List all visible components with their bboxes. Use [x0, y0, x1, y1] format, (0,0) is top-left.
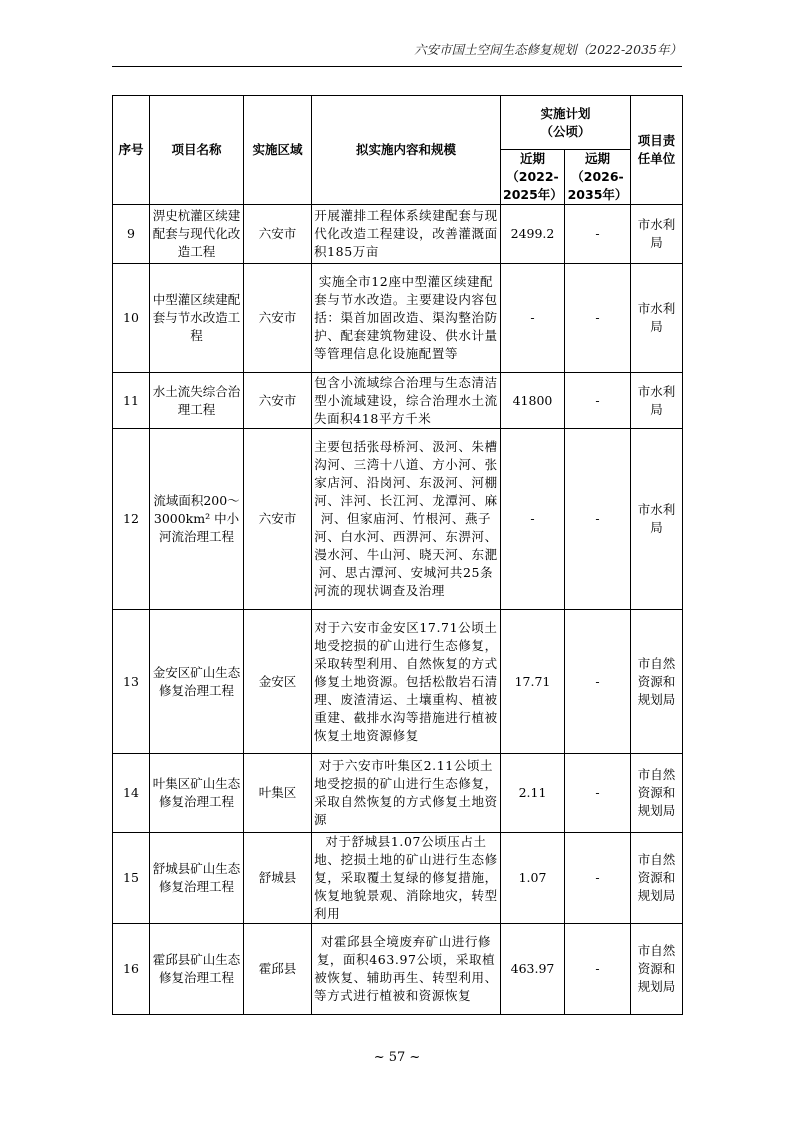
- cell-project-name: 金安区矿山生态修复治理工程: [150, 610, 244, 754]
- table-row: [113, 610, 683, 754]
- cell-area: 霍邱县: [244, 924, 312, 1015]
- cell-project-name: 叶集区矿山生态修复治理工程: [150, 754, 244, 833]
- cell-near-term: 463.97: [501, 924, 565, 1015]
- project-table: [112, 95, 683, 1015]
- cell-unit: 市水利局: [631, 373, 683, 429]
- header-unit: 项目责任单位: [631, 96, 683, 205]
- cell-near-term: -: [501, 264, 565, 373]
- cell-near-term: 17.71: [501, 610, 565, 754]
- table-row: [113, 373, 683, 429]
- cell-content: 包含小流域综合治理与生态清洁型小流域建设，综合治理水土流失面积418平方千米: [312, 373, 501, 429]
- cell-index: 11: [113, 373, 150, 429]
- table-row: [113, 924, 683, 1015]
- cell-project-name: 淠史杭灌区续建配套与现代化改造工程: [150, 205, 244, 264]
- cell-unit: 市水利局: [631, 205, 683, 264]
- cell-unit: 市水利局: [631, 264, 683, 373]
- cell-area: 六安市: [244, 205, 312, 264]
- cell-area: 金安区: [244, 610, 312, 754]
- header-project-name: 项目名称: [150, 96, 244, 205]
- cell-index: 12: [113, 429, 150, 610]
- table-row: [113, 754, 683, 833]
- cell-project-name: 中型灌区续建配套与节水改造工程: [150, 264, 244, 373]
- header-content: 拟实施内容和规模: [312, 96, 501, 205]
- table-row: [113, 429, 683, 610]
- header-long-term: 远期（2026-2035年）: [565, 150, 631, 205]
- table-row: [113, 833, 683, 924]
- cell-index: 13: [113, 610, 150, 754]
- cell-project-name: 水土流失综合治理工程: [150, 373, 244, 429]
- cell-project-name: 舒城县矿山生态修复治理工程: [150, 833, 244, 924]
- cell-index: 14: [113, 754, 150, 833]
- cell-project-name: 霍邱县矿山生态修复治理工程: [150, 924, 244, 1015]
- cell-long-term: -: [565, 373, 631, 429]
- header-area: 实施区域: [244, 96, 312, 205]
- cell-unit: 市自然资源和规划局: [631, 924, 683, 1015]
- cell-content: 对于舒城县1.07公顷压占土地、挖损土地的矿山进行生态修复，采取覆土复绿的修复措施，恢复地貌景观、消除地灾，转型利用: [312, 833, 501, 924]
- cell-content: 实施全市12座中型灌区续建配套与节水改造。主要建设内容包括：渠首加固改造、渠沟整治防护、配套建筑物建设、供水计量等管理信息化设施配置等: [312, 264, 501, 373]
- cell-near-term: 1.07: [501, 833, 565, 924]
- header-plan: 实施计划（公顷）: [501, 96, 631, 150]
- cell-long-term: -: [565, 264, 631, 373]
- cell-project-name: 流域面积200～3000km² 中小河流治理工程: [150, 429, 244, 610]
- cell-long-term: -: [565, 610, 631, 754]
- header-index: 序号: [113, 96, 150, 205]
- cell-unit: 市自然资源和规划局: [631, 754, 683, 833]
- cell-area: 六安市: [244, 373, 312, 429]
- cell-content: 对霍邱县全境废弃矿山进行修复，面积463.97公顷，采取植被恢复、辅助再生、转型利用、等方式进行植被和资源恢复: [312, 924, 501, 1015]
- cell-index: 16: [113, 924, 150, 1015]
- cell-unit: 市水利局: [631, 429, 683, 610]
- cell-content: 主要包括张母桥河、汲河、朱槽沟河、三湾十八道、方小河、张家店河、沿岗河、东汲河、河棚河、沣河、长江河、龙潭河、麻河、但家庙河、竹根河、燕子河、白水河、西淠河、东淠河、漫水河、牛山河、晓天河、东淝河、思古潭河、安城河共25条河流的现状调查及治理: [312, 429, 501, 610]
- table-row: [113, 264, 683, 373]
- cell-area: 六安市: [244, 264, 312, 373]
- cell-unit: 市自然资源和规划局: [631, 833, 683, 924]
- cell-content: 开展灌排工程体系续建配套与现代化改造工程建设，改善灌溉面积185万亩: [312, 205, 501, 264]
- cell-long-term: -: [565, 754, 631, 833]
- cell-long-term: -: [565, 205, 631, 264]
- running-header: 六安市国土空间生态修复规划（2022-2035年）: [414, 42, 682, 57]
- header-rule: [112, 66, 682, 67]
- cell-near-term: 41800: [501, 373, 565, 429]
- cell-area: 舒城县: [244, 833, 312, 924]
- cell-near-term: 2.11: [501, 754, 565, 833]
- cell-near-term: -: [501, 429, 565, 610]
- cell-unit: 市自然资源和规划局: [631, 610, 683, 754]
- cell-area: 六安市: [244, 429, 312, 610]
- cell-content: 对于六安市金安区17.71公顷土地受挖损的矿山进行生态修复，采取转型利用、自然恢复的方式修复土地资源。包括松散岩石清理、废渣清运、土壤重构、植被重建、截排水沟等措施进行植被恢复土地资源修复: [312, 610, 501, 754]
- cell-area: 叶集区: [244, 754, 312, 833]
- cell-index: 15: [113, 833, 150, 924]
- cell-long-term: -: [565, 924, 631, 1015]
- cell-long-term: -: [565, 833, 631, 924]
- header-near-term: 近期（2022-2025年）: [501, 150, 565, 205]
- table-row: [113, 205, 683, 264]
- page-number: ~ 57 ~: [373, 1050, 421, 1065]
- cell-index: 9: [113, 205, 150, 264]
- cell-long-term: -: [565, 429, 631, 610]
- cell-near-term: 2499.2: [501, 205, 565, 264]
- cell-index: 10: [113, 264, 150, 373]
- cell-content: 对于六安市叶集区2.11公顷土地受挖损的矿山进行生态修复，采取自然恢复的方式修复土地资源: [312, 754, 501, 833]
